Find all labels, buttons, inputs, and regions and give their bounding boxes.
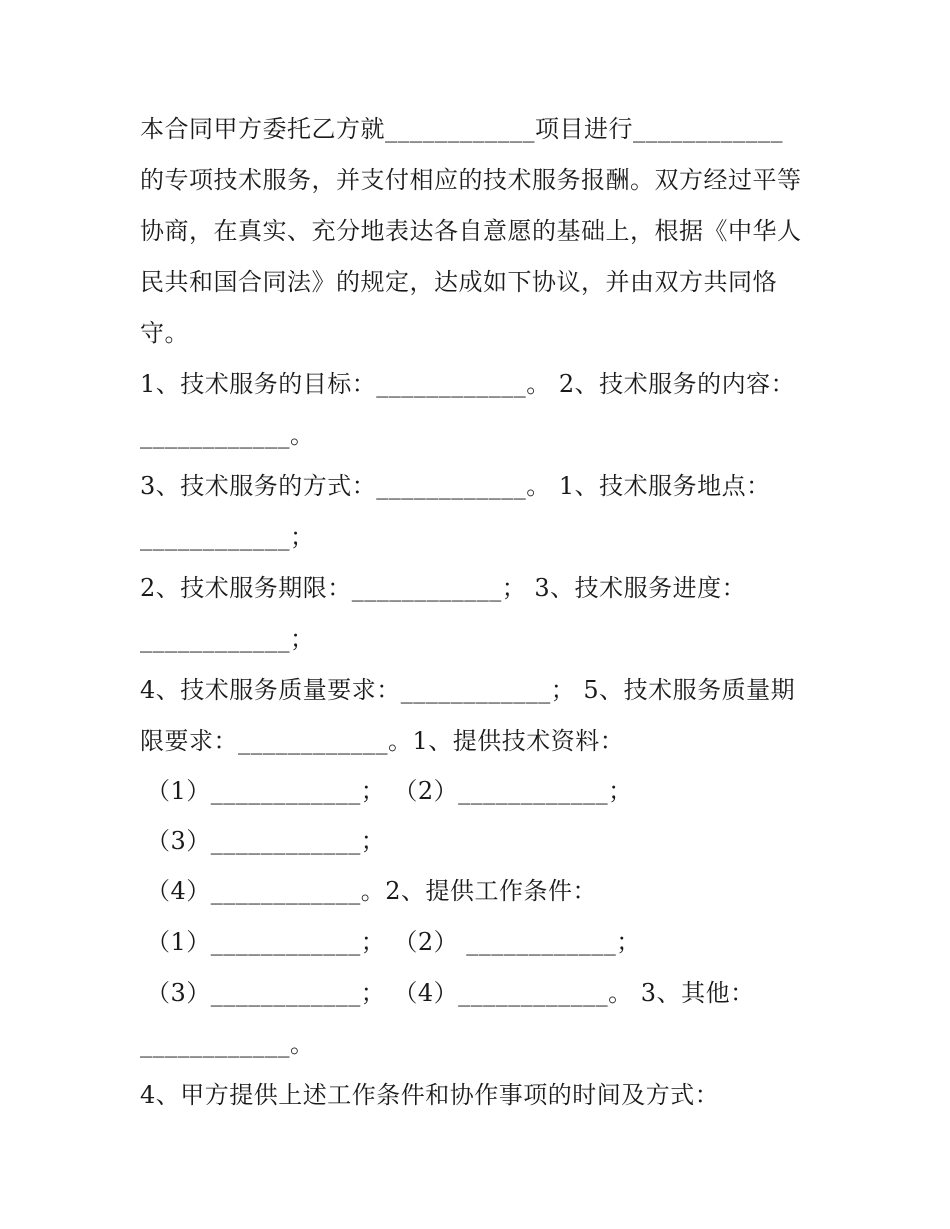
clause-line-20: 4、甲方提供上述工作条件和协作事项的时间及方式：	[140, 1081, 720, 1109]
clause-line-6: 1、技术服务的目标：____________。 2、技术服务的内容：	[140, 370, 796, 398]
clause-line-10: 2、技术服务期限：____________； 3、技术服务进度：	[140, 574, 747, 602]
clause-line-13: 限要求：____________。1、提供技术资料：	[140, 727, 625, 755]
clause-line-12: 4、技术服务质量要求：____________； 5、技术服务质量期	[140, 676, 796, 704]
clause-line-9: ____________；	[140, 523, 315, 551]
clause-line-19: ____________。	[140, 1030, 315, 1058]
paragraph-line-5: 守。	[140, 319, 189, 347]
clause-line-16: （4）____________。2、提供工作条件：	[146, 877, 598, 905]
clause-line-18: （3）____________； （4）____________。 3、其他：	[146, 979, 755, 1007]
paragraph-line-2: 的专项技术服务，并支付相应的技术服务报酬。双方经过平等	[140, 166, 802, 194]
paragraph-line-1: 本合同甲方委托乙方就____________项目进行____________	[140, 115, 783, 143]
clause-line-15: （3）____________；	[146, 827, 386, 855]
clause-line-8: 3、技术服务的方式：____________。 1、技术服务地点：	[140, 472, 771, 500]
clause-line-7: ____________。	[140, 421, 315, 449]
paragraph-line-4: 民共和国合同法》的规定，达成如下协议，并由双方共同恪	[140, 268, 777, 296]
clause-line-14: （1）____________； （2）____________；	[146, 777, 633, 805]
clause-line-11: ____________；	[140, 625, 315, 653]
clause-line-17: （1）____________； （2） ____________；	[146, 928, 641, 956]
paragraph-line-3: 协商，在真实、充分地表达各自意愿的基础上，根据《中华人	[140, 217, 802, 245]
